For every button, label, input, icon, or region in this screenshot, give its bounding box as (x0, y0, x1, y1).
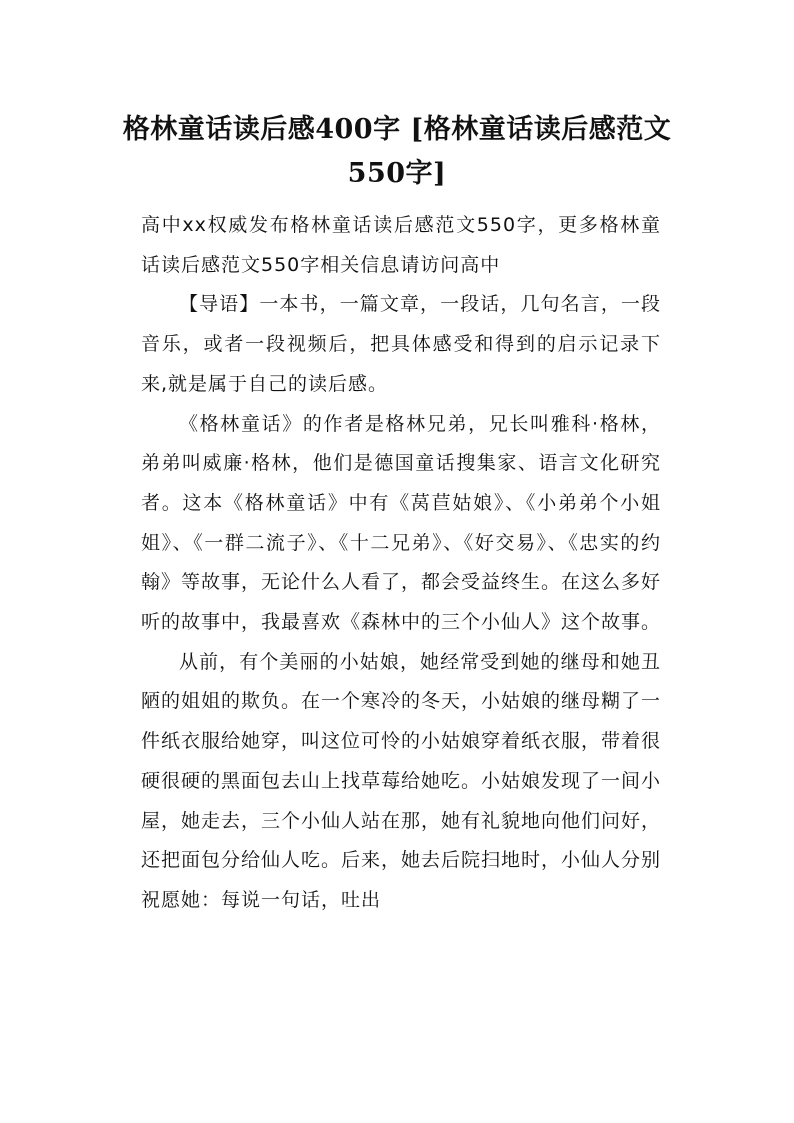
paragraph-story: 从前，有个美丽的小姑娘，她经常受到她的继母和她丑陋的姐姐的欺负。在一个寒冷的冬天，小姑娘的继母糊了一件纸衣服给她穿，叫这位可怜的小姑娘穿着纸衣服，带着很硬很硬的黑面包去山上找草莓给她吃。小姑娘发现了一间小屋，她走去，三个小仙人站在那，她有礼貌地向他们问好，还把面包分给仙人吃。后来，她去后院扫地时，小仙人分别祝愿她：每说一句话，吐出 (141, 650, 662, 911)
document-body (141, 206, 661, 921)
paragraph-lead: 【导语】一本书，一篇文章，一段话，几句名言，一段音乐，或者一段视频后，把具体感受和得到的启示记录下来,就是属于自己的读后感。 (141, 293, 661, 395)
paragraph-authors: 《格林童话》的作者是格林兄弟，兄长叫雅科·格林，弟弟叫威廉·格林，他们是德国童话搜集家、语言文化研究者。这本《格林童话》中有《莴苣姑娘》、《小弟弟个小姐姐》、《一群二流子》、《十二兄弟》、《好交易》、《忠实的约翰》等故事，无论什么人看了，都会受益终生。在这么多好听的故事中，我最喜欢《森林中的三个小仙人》这个故事。 (141, 412, 662, 634)
document-title: 格林童话读后感400字 [格林童话读后感范文550字] (122, 114, 672, 189)
paragraph-intro: 高中xx权威发布格林童话读后感范文550字，更多格林童话读后感范文550字相关信息请访问高中 (141, 214, 661, 276)
